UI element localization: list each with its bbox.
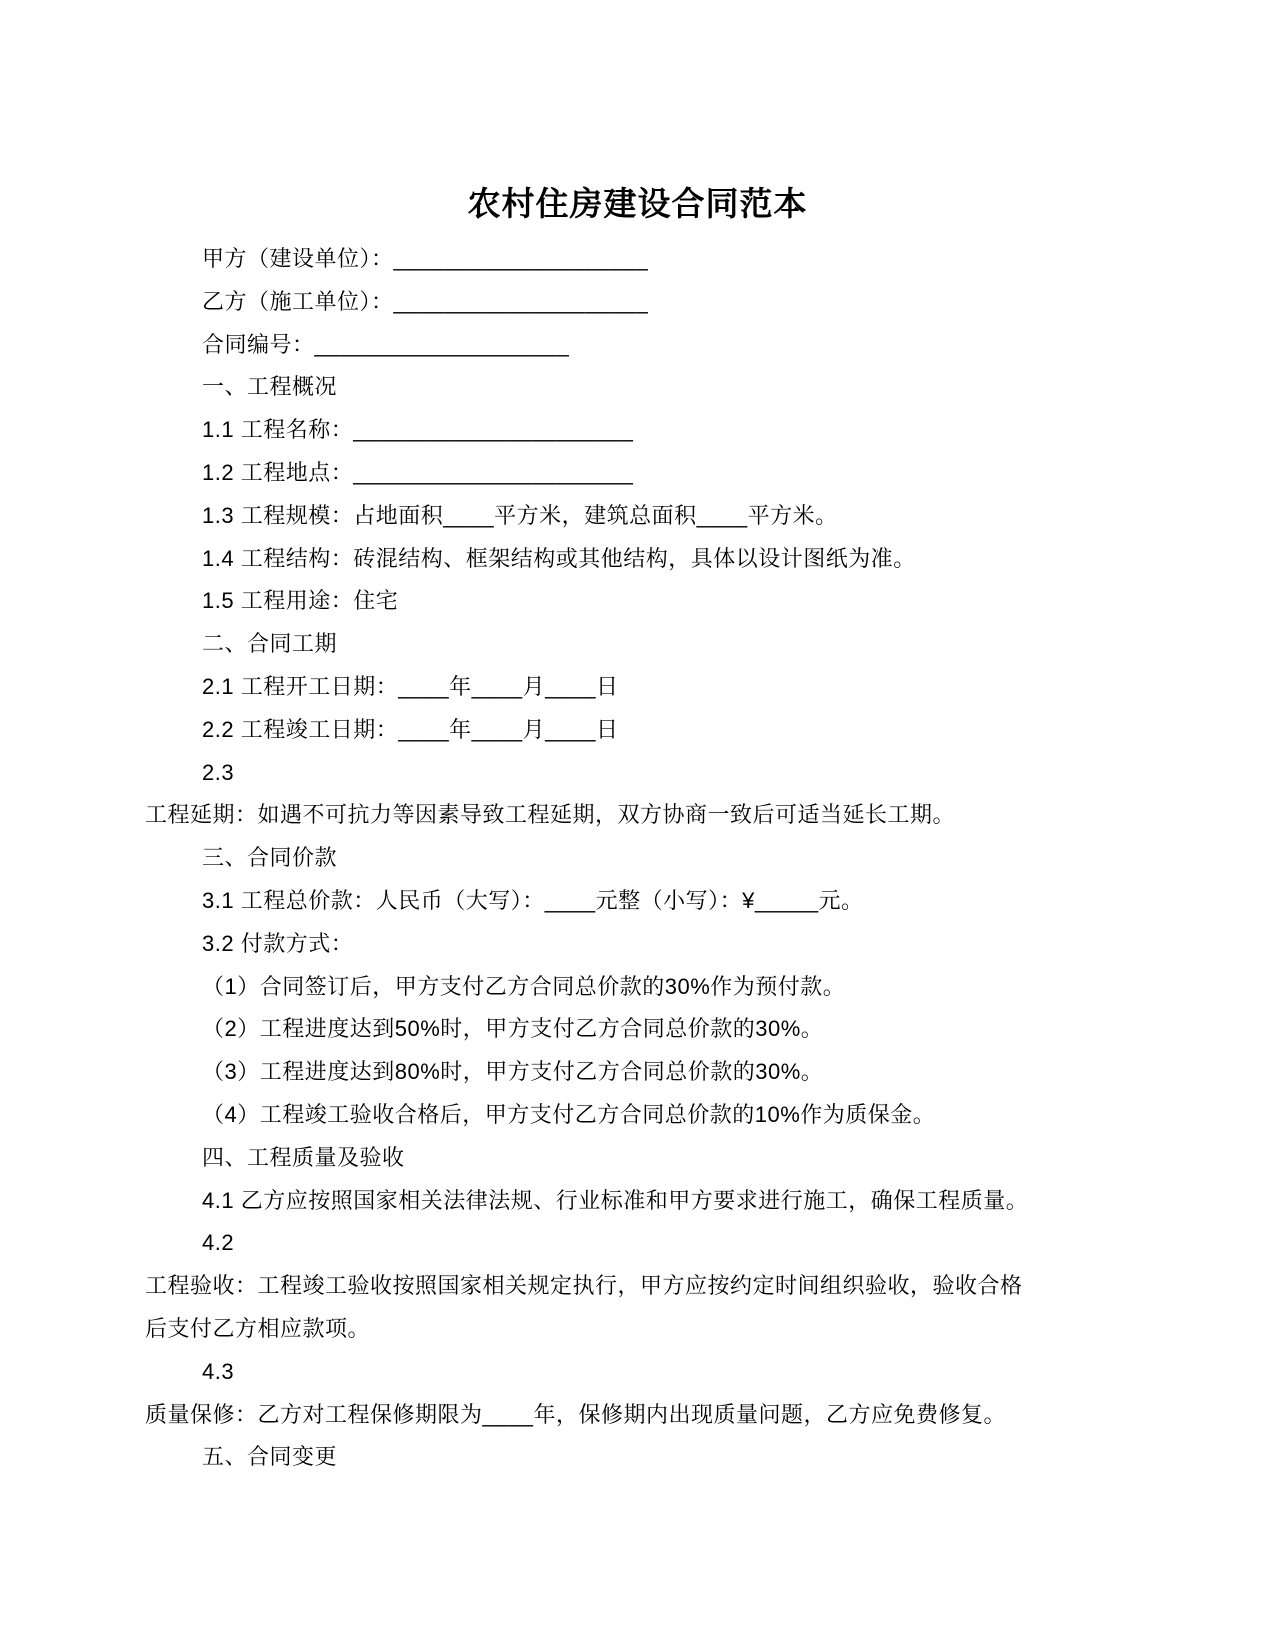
contract-line: 3.2 付款方式： [202, 930, 354, 956]
contract-line: （2）工程进度达到50%时，甲方支付乙方合同总价款的30%。 [202, 1016, 824, 1042]
contract-line: 2.2 工程竣工日期：____年____月____日 [202, 716, 619, 742]
contract-line: 三、合同价款 [202, 845, 338, 871]
contract-line: 1.4 工程结构：砖混结构、框架结构或其他结构，具体以设计图纸为准。 [202, 545, 916, 571]
contract-line: 五、合同变更 [202, 1444, 338, 1470]
contract-line: 四、工程质量及验收 [202, 1144, 405, 1170]
contract-line: 4.2 [202, 1230, 235, 1256]
contract-line: 后支付乙方相应款项。 [145, 1315, 371, 1341]
contract-line: 3.1 工程总价款：人民币（大写）：____元整（小写）：¥_____元。 [202, 887, 864, 913]
contract-line: 1.5 工程用途：住宅 [202, 588, 399, 614]
contract-body [145, 238, 1130, 1479]
contract-line: 二、合同工期 [202, 631, 338, 657]
contract-line: 2.1 工程开工日期：____年____月____日 [202, 673, 619, 699]
contract-line: 1.2 工程地点：______________________ [202, 459, 634, 485]
contract-line: （4）工程竣工验收合格后，甲方支付乙方合同总价款的10%作为质保金。 [202, 1101, 936, 1127]
contract-line: 1.1 工程名称：______________________ [202, 417, 634, 443]
contract-line: （1）合同签订后，甲方支付乙方合同总价款的30%作为预付款。 [202, 973, 846, 999]
contract-line: 工程延期：如遇不可抗力等因素导致工程延期，双方协商一致后可适当延长工期。 [145, 802, 956, 828]
contract-line: 甲方（建设单位）：____________________ [202, 246, 649, 271]
contract-line: 质量保修：乙方对工程保修期限为____年，保修期内出现质量问题，乙方应免费修复。 [145, 1401, 1006, 1427]
contract-line: 乙方（施工单位）：____________________ [202, 288, 649, 314]
contract-line: 2.3 [202, 759, 235, 785]
contract-line: 工程验收：工程竣工验收按照国家相关规定执行，甲方应按约定时间组织验收，验收合格 [145, 1273, 1023, 1299]
contract-line: 一、工程概况 [202, 374, 338, 400]
contract-line: 4.1 乙方应按照国家相关法律法规、行业标准和甲方要求进行施工，确保工程质量。 [202, 1187, 1029, 1213]
document-title: 农村住房建设合同范本 [467, 185, 808, 222]
contract-line: 1.3 工程规模：占地面积____平方米，建筑总面积____平方米。 [202, 502, 838, 528]
contract-line: 4.3 [202, 1358, 235, 1384]
contract-line: 合同编号：____________________ [202, 331, 570, 357]
contract-line: （3）工程进度达到80%时，甲方支付乙方合同总价款的30%。 [202, 1059, 824, 1085]
